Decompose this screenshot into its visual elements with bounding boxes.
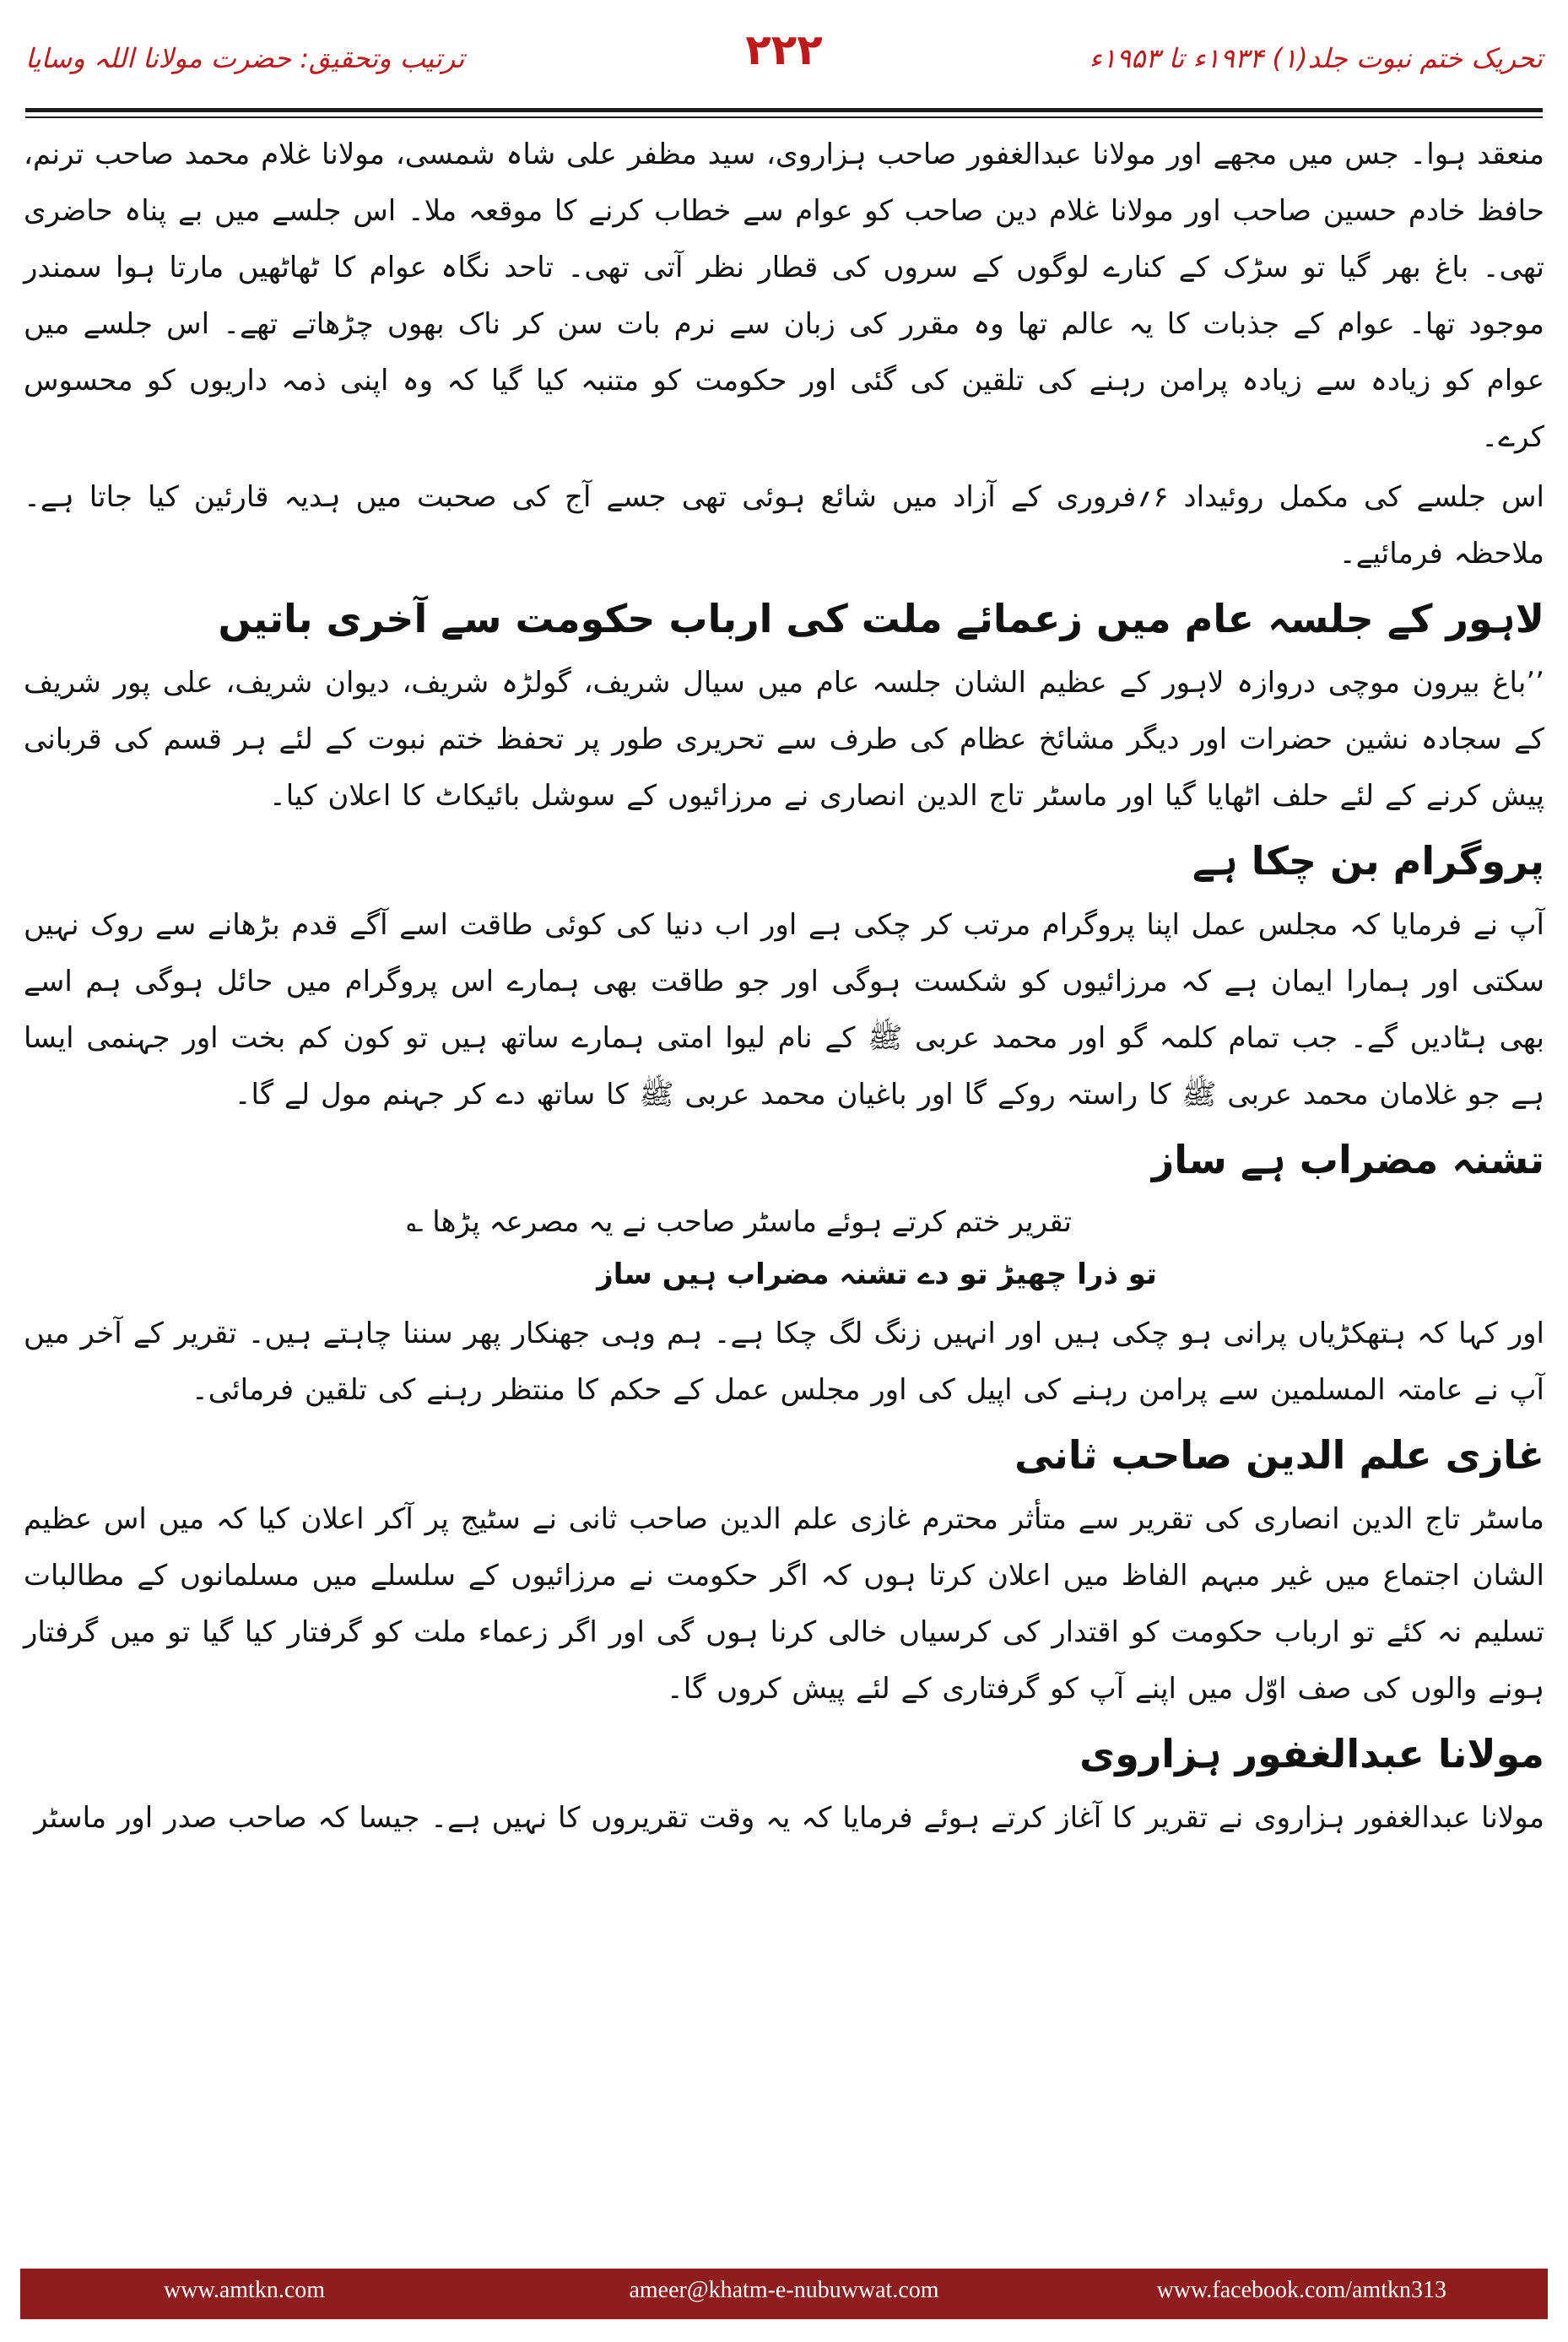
footer-email-link[interactable]: ameer@khatm-e-nubuwwat.com bbox=[629, 2277, 939, 2303]
section-heading-ghazi-ilm-din: غازی علم الدین صاحب ثانی bbox=[1014, 1432, 1544, 1478]
header-divider-thin bbox=[25, 116, 1543, 118]
header-book-title: تحریک ختم نبوت جلد(۱) ۱۹۳۴ء تا ۱۹۵۳ء bbox=[1089, 42, 1543, 74]
footer-website-link[interactable]: www.amtkn.com bbox=[164, 2277, 326, 2303]
poetry-verse: تو ذرا چھیڑ تو دے تشنہ مضراب ہیں ساز bbox=[597, 1258, 1157, 1291]
header-divider bbox=[25, 108, 1543, 112]
section-heading-tishna-mizrab: تشنہ مضراب ہے ساز bbox=[1151, 1137, 1544, 1182]
verse-intro: تقریر ختم کرتے ہوئے ماسٹر صاحب نے یہ مصرعہ پڑھا ؎ bbox=[406, 1205, 1072, 1239]
section-heading-abdul-ghafoor: مولانا عبدالغفور ہزاروی bbox=[1079, 1731, 1544, 1777]
abdul-ghafoor-paragraph: مولانا عبدالغفور ہزاروی نے تقریر کا آغاز کرتے ہوئے فرمایا کہ یہ وقت تقریروں کا نہیں ہے۔ جیسا کہ صاحب صدر اور ماسٹر bbox=[34, 1801, 1544, 1835]
page-number: ۲۲۲ bbox=[745, 25, 823, 74]
section-heading-program: پروگرام بن چکا ہے bbox=[1192, 838, 1544, 884]
page-content bbox=[24, 127, 1544, 1850]
ghazi-ilm-din-paragraph: ماسٹر تاج الدین انصاری کی تقریر سے متأثر محترم غازی علم الدین صاحب ثانی نے سٹیج پر آکر اعلان کیا کہ میں اس عظیم الشان اجتماع میں غیر مبہم الفاظ میں اعلان کرتا ہوں کہ اگر حکومت نے مرزائیوں کے سلسلے میں مسلمانوں کے مطالبات تسلیم نہ کئے تو ارباب حکومت کو اقتدار کی کرسیاں خالی کرنا ہوں گی اور اگر زعماء ملت کو گرفتار کیا گیا تو میں گرفتار ہونے والوں کی صف اوّل میں اپنے آپ کو گرفتاری کے لئے پیش کروں گا۔ bbox=[24, 1502, 1544, 1706]
page-header bbox=[25, 17, 1543, 118]
footer-facebook-link[interactable]: www.facebook.com/amtkn313 bbox=[1156, 2277, 1446, 2303]
lahore-jalsa-paragraph: ’’باغ بیرون موچی دروازہ لاہور کے عظیم الشان جلسہ عام میں سیال شریف، گولڑہ شریف، دیوان شریف، علی پور شریف کے سجادہ نشین حضرات اور دیگر مشائخ عظام کی طرف سے تحریری طور پر تحفظ ختم نبوت کے لئے ہر قسم کی قربانی پیش کرنے کے لئے حلف اٹھایا گیا اور ماسٹر تاج الدین انصاری نے مرزائیوں کے سوشل بائیکاٹ کا اعلان کیا۔ bbox=[24, 666, 1544, 813]
tishna-mizrab-paragraph: اور کہا کہ ہتھکڑیاں پرانی ہو چکی ہیں اور انہیں زنگ لگ چکا ہے۔ ہم وہی جھنکار پھر سننا چاہتے ہیں۔ تقریر کے آخر میں آپ نے عامتہ المسلمین سے پرامن رہنے کی اپیل کی اور مجلس عمل کے حکم کا منتظر رہنے کی تلقین فرمائی۔ bbox=[24, 1317, 1544, 1407]
page-footer bbox=[20, 2269, 1548, 2319]
header-compiler: ترتیب وتحقیق: حضرت مولانا اللہ وسایا bbox=[25, 42, 465, 74]
report-note-paragraph: اس جلسے کی مکمل روئیداد ۶؍فروری کے آزاد میں شائع ہوئی تھی جسے آج کی صحبت میں ہدیہ قارئین کیا جاتا ہے۔ ملاحظہ فرمائیے۔ bbox=[24, 480, 1544, 571]
program-paragraph: آپ نے فرمایا کہ مجلس عمل اپنا پروگرام مرتب کر چکی ہے اور اب دنیا کی کوئی طاقت اسے آگے قدم بڑھانے سے روک نہیں سکتی اور ہمارا ایمان ہے کہ مرزائیوں کو شکست ہوگی اور جو طاقت بھی ہمارے اس پروگرام میں حائل ہوگی ہم اسے بھی ہٹادیں گے۔ جب تمام کلمہ گو اور محمد عربی ﷺ کے نام لیوا امتی ہمارے ساتھ ہیں تو کون کم بخت اور جہنمی ایسا ہے جو غلامان محمد عربی ﷺ کا راستہ روکے گا اور باغیان محمد عربی ﷺ کا ساتھ دے کر جہنم مول لے گا۔ bbox=[24, 908, 1544, 1112]
intro-paragraph: منعقد ہوا۔ جس میں مجھے اور مولانا عبدالغفور صاحب ہزاروی، سید مظفر علی شاہ شمسی، مولانا غلام محمد صاحب ترنم، حافظ خادم حسین صاحب اور مولانا غلام دین صاحب کو عوام سے خطاب کرنے کا موقعہ ملا۔ اس جلسے میں بے پناہ حاضری تھی۔ باغ بھر گیا تو سڑک کے کنارے لوگوں کے سروں کی قطار نظر آتی تھی۔ تاحد نگاہ عوام کا ٹھاٹھیں مارتا ہوا سمندر موجود تھا۔ عوام کے جذبات کا یہ عالم تھا وہ مقرر کی زبان سے نرم بات سن کر ناک بھوں چڑھاتے تھے۔ اس جلسے میں عوام کو زیادہ سے زیادہ پرامن رہنے کی تلقین کی گئی اور حکومت کو متنبہ کیا گیا کہ وہ اپنی ذمہ داریوں کو محسوس کرے۔ bbox=[24, 138, 1544, 454]
section-heading-lahore-jalsa: لاہور کے جلسہ عام میں زعمائے ملت کی ارباب حکومت سے آخری باتیں bbox=[218, 596, 1544, 641]
